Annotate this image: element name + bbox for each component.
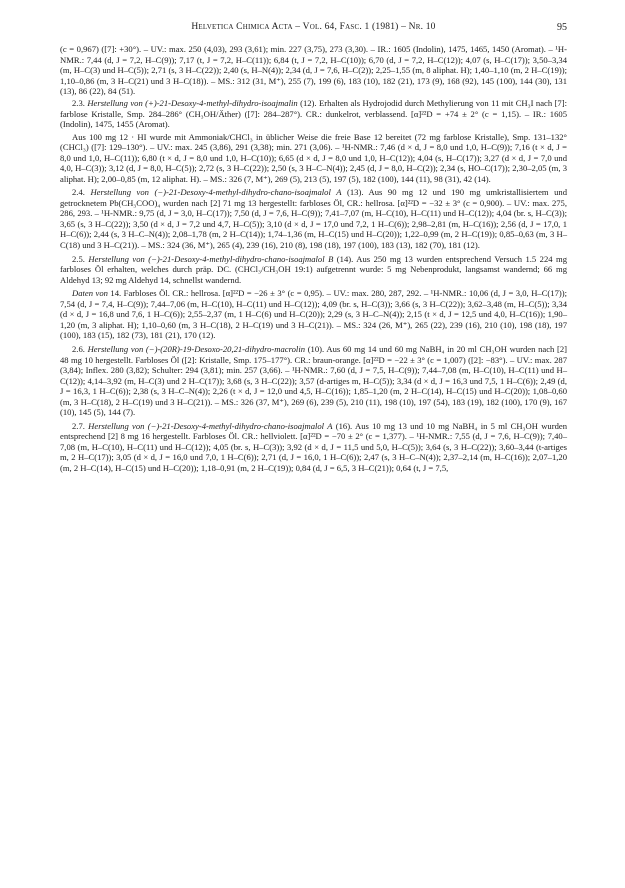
journal-title: Helvetica Chimica Acta – Vol. 64, Fasc. 1 (1981) – Nr. 10 [191,22,436,32]
paragraph-2-3: 2.3. Herstellung von (+)-21-Desoxy-4-methyl-dihydro-isoajmalin (12). Erhalten als Hydrojodid durch Methylierung von 11 mit CH₃I nach [7]: farblose Kristalle, Smp. 284–286° (CH₃OH/Äther) ([7]: 284–287°). CR.: dunkelrot, verblassend. [α]²²D = +74 ± 2° (c = 1,15). – IR.: 1605 (Indolin), 1475, 1455 (Aromat). [60,98,567,130]
section-title: Herstellung von (+)-21-Desoxy-4-methyl-dihydro-isoajmalin [87,98,298,109]
paragraph-2-4: 2.4. Herstellung von (−)-21-Desoxy-4-methyl-dihydro-chano-isoajmalol A (13). Aus 90 mg 12 und 190 mg umkristallisiertem und getrocknetem Pb(CH₃COO)₄ wurden nach [2] 71 mg 13 hergestellt: farbloses Öl, CR.: hellrosa. [α]²²D = −32 ± 3° (c = 0,900). – UV.: max. 275, 286, 293. – ¹H-NMR.: 9,75 (d, J = 3,0, H–C(17)); 7,50 (d, J = 7,6, H–C(9)); 7,41–7,07 (m, H–C(10), H–C(11) und H–C(12)); 4,04 (br. s, H–C(3)); 3,65 (s, 3 H–C(22)); 3,50 (d × d, J = 7,2 und 4,7, H–C(5)); 3,10 (d × d, J = 17,0 und 7,2, 1 H–C(6)); 2,98–2,81 (m, H–C(16)); 2,56 (d, J = 17,0, 1 H–C(6)); 2,44 (s, 3 H–C–N(4)); 2,08–1,78 (m, 2 H–C(14)); 1,74–1,36 (m, H–C(15) und H–C(20)); 1,22–0,99 (m, 2 H–C(19)); 0,85–0,63 (m, 3 H–C(18) und 3 H–C(21)). – MS.: 324 (36, M⁺), 265 (4), 239 (16), 210 (8), 198 (18), 197 (100), 183 (13), 182 (70), 181 (12). [60,187,567,251]
section-title: Herstellung von (−)-21-Desoxy-4-methyl-dihydro-chano-isoajmalol B [88,253,334,264]
article-body [60,44,567,474]
section-title: Herstellung von (−)-21-Desoxy-4-methyl-dihydro-chano-isoajmalol A [90,187,342,198]
paragraph-2-7: 2.7. Herstellung von (−)-21-Desoxy-4-methyl-dihydro-chano-isoajmalol A (16). Aus 10 mg 13 und 10 mg NaBH₄ in 5 ml CH₃OH wurden entsprechend [2] 8 mg 16 hergestellt. Farbloses Öl. CR.: hellviolett. [α]²²D = −70 ± 2° (c = 1,377). – ¹H-NMR.: 7,55 (d, J = 7,6, H–C(9)); 7,40–7,08 (m, H–C(10), H–C(11) und H–C(12)); 4,05 (br. s, H–C(3)); 3,92 (d × d, J = 11,5 und 5,0, H–C(5)); 3,64 (s, 3 H–C(22)); 3,60–3,44 (t-artiges m, 2 H–C(17)); 3,05 (d × d, J = 16,0 und 7,0, 1 H–C(6)); 2,71 (d, J = 16,0, 1 H–C(6)); 2,47 (s, 3 H–C–N(4)); 2,37–2,14 (m, H–C(16)); 2,07–1,20 (m, 2 H–C(14), H–C(15) und H–C(20)); 1,18–0,91 (m, 2 H–C(19)); 0,84 (d, J = 6,5, 3 H–C(21)); 0,64 (t, J = 7,5, [60,420,567,473]
data-lead: Daten von [72,288,111,299]
paragraph-nmr-data: (c = 0,967) ([7]: +30°). – UV.: max. 250 (4,03), 293 (3,61); min. 227 (3,75), 273 (3,30). – IR.: 1605 (Indolin), 1475, 1465, 1450 (Aromat). – ¹H-NMR.: 7,44 (d, J = 7,2, H–C(9)); 7,17 (t, J = 7,2, H–C(11)); 6,84 (t, J = 7,2, H–C(10)); 6,70 (d, J = 7,2, H–C(12)); 4,07 (s, H–C(17)); 3,50–3,34 (m, H–C(3) und H–C(5)); 2,71 (s, 3 H–C(22)); 2,40 (s, H–N(4)); 2,34 (d, J = 7,6, H–C(2)); 2,25–1,55 (m, 8 aliphat. H); 1,40–1,10 (m, 2 H–C(19)); 1,10–0,86 (m, 3 H–C(21) und 3 H–C(18)). – MS.: 312 (31, M⁺), 255 (7), 199 (6), 183 (10), 182 (21), 173 (9), 168 (92), 145 (100), 144 (30), 131 (13), 86 (22), 84 (51). [60,44,567,97]
paragraph-2-6: 2.6. Herstellung von (−)-(20R)-19-Desoxo-20,21-dihydro-macrolin (10). Aus 60 mg 14 und 60 mg NaBH₄ in 20 ml CH₃OH wurden nach [2] 48 mg 10 hergestellt. Farbloses Öl ([2]: Kristalle, Smp. 175–177°). CR.: braun-orange. [α]²²D = −22 ± 3° (c = 1,007) ([2]: −83°). – UV.: max. 287 (3,84); Inflex. 280 (3,82); Schulter: 294 (3,81); min. 257 (3,66). – ¹H-NMR.: 7,60 (d, J = 7,5, H–C(9)); 7,44–7,08 (m, H–C(10), H–C(11) und H–C(12)); 4,14–3,92 (m, H–C(3) und 2 H–C(17)); 3,68 (s, 3 H–C(22)); 3,57 (d-artiges m, H–C(5)); 3,34 (d × d, J = 16,3 und 7,5, 1 H–C(6)); 2,49 (d, J = 16,3, 1 H–C(6)); 2,38 (s, 3 H–C–N(4)); 2,26 (t × d, J = 12,0 und 4,5, H–C(16)); 1,85–1,20 (m, 2 H–C(14), H–C(15) und H–C(20)); 1,08–0,60 (m, 3 H–C(18), 2 H–C(19) und 3 H–C(21)). – MS.: 326 (37, M⁺), 269 (6), 239 (5), 210 (11), 198 (10), 197 (54), 183 (19), 182 (100), 170 (9), 167 (10), 145 (5), 144 (7). [60,343,568,418]
section-title: Herstellung von (−)-(20R)-19-Desoxo-20,21-dihydro-macrolin [87,343,306,354]
paragraph-free-base: Aus 100 mg 12 · HI wurde mit Ammoniak/CHCl₃ in üblicher Weise die freie Base 12 bereitet (72 mg farblose Kristalle), Smp. 131–132° (CHCl₃) ([7]: 129–130°). – UV.: max. 245 (3,86), 291 (3,38); min. 271 (3,06). – ¹H-NMR.: 7,46 (d × d, J = 8,0 und 1,0, H–C(9)); 7,16 (t × d, J = 8,0 und 1,0, H–C(11)); 6,80 (t × d, J = 8,0 und 1,0, H–C(10)); 6,65 (d × d, J = 8,0 und 1,0, H–C(12)); 4,04 (s, H–C(17)); 3,27 (d × d, J = 7,0 und 4,0, H–C(3)); 3,12 (d, J = 8,0, H–C(5)); 2,72 (s, 3 H–C(22)); 2,50 (s, 3 H–C–N(4)); 2,45 (d, J = 8,0, H–C(2)); 2,34 (s, HO–C(17)); 2,30–2,05 (m, 3 aliphat. H); 2,00–0,85 (m, 12 aliphat. H). – MS.: 326 (7, M⁺), 269 (5), 213 (5), 197 (5), 182 (100), 144 (11), 98 (31), 42 (14). [60,131,567,184]
page-number: 95 [557,22,567,33]
section-title: Herstellung von (−)-21-Desoxy-4-methyl-dihydro-chano-isoajmalol A [88,420,333,431]
paragraph-2-5: 2.5. Herstellung von (−)-21-Desoxy-4-methyl-dihydro-chano-isoajmalol B (14). Aus 250 mg 13 wurden entsprechend Versuch 1.5 224 mg farbloses Öl erhalten, welches durch präp. DC. (CHCl₃/CH₃OH 19:1) aufgetrennt wurde: 5 mg Nebenprodukt, langsamst wandernd; 66 mg Aldehyd 13; 92 mg Aldehyd 14, schnellst wandernd. [60,253,568,285]
paragraph-data-14: Daten von 14. Farbloses Öl. CR.: hellrosa. [α]²²D = −26 ± 3° (c = 0,95). – UV.: max. 280, 287, 292. – ¹H-NMR.: 10,06 (d, J = 3,0, H–C(17)); 7,54 (d, J = 7,4, H–C(9)); 7,44–7,06 (m, H–C(10), H–C(11) und H–C(12)); 4,09 (br. s, H–C(3)); 3,66 (s, 3 H–C(22)); 3,62–3,48 (m, H–C(5)); 3,34 (d × d, J = 16,8 und 7,6, 1 H–C(6)); 2,55–2,37 (m, 1 H–C(6) und H–C(20)); 2,29 (s, 3 H–C–N(4)); 2,15 (t × d, J = 12,5 und 4,0, H–C(16)); 1,90–1,20 (m, 3 aliphat. H); 1,10–0,60 (m, 3 H–C(18), 2 H–C(19) und 3 H–C(21)). – MS.: 324 (26, M⁺), 265 (22), 239 (16), 210 (10), 198 (18), 197 (100), 183 (15), 182 (73), 181 (21), 170 (12). [60,288,567,341]
running-header [60,22,567,38]
